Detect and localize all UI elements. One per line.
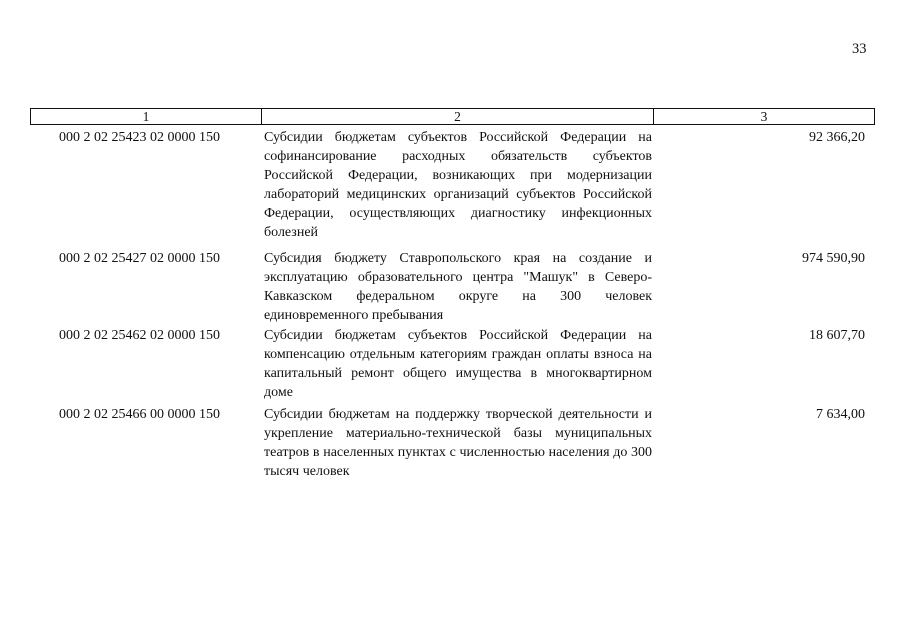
description: Субсидии бюджетам субъектов Российской Федерации на компенсацию отдельным категориям граждан оплаты взноса на капитальный ремонт общего имущества в многоквартирном доме (264, 328, 652, 400)
page-number: 33 (852, 41, 867, 57)
description: Субсидия бюджету Ставропольского края на создание и эксплуатацию образовательного центра "Машук" в Северо-Кавказском федеральном округе на 300 человек единовременного пребывания (264, 251, 652, 323)
column-header-2: 2 (262, 109, 654, 124)
budget-code: 000 2 02 25462 02 0000 150 (59, 328, 220, 343)
description: Субсидии бюджетам на поддержку творческой деятельности и укрепление материально-технической базы муниципальных театров в населенных пунктах с численностью населения до 300 тысяч человек (264, 407, 652, 479)
budget-code: 000 2 02 25423 02 0000 150 (59, 130, 220, 145)
amount: 92 366,20 (809, 130, 865, 145)
amount: 7 634,00 (816, 407, 865, 422)
description: Субсидии бюджетам субъектов Российской Федерации на софинансирование расходных обязательств субъектов Российской Федерации, возникающих при модернизации лабораторий медицинских организаций субъектов Российской Федерации, осуществляющих диагностику инфекционных болезней (264, 130, 652, 240)
table-header (30, 108, 875, 125)
column-header-1: 1 (31, 109, 262, 124)
budget-code: 000 2 02 25427 02 0000 150 (59, 251, 220, 266)
budget-code: 000 2 02 25466 00 0000 150 (59, 407, 220, 422)
amount: 974 590,90 (802, 251, 865, 266)
amount: 18 607,70 (809, 328, 865, 343)
column-header-3: 3 (760, 109, 768, 124)
